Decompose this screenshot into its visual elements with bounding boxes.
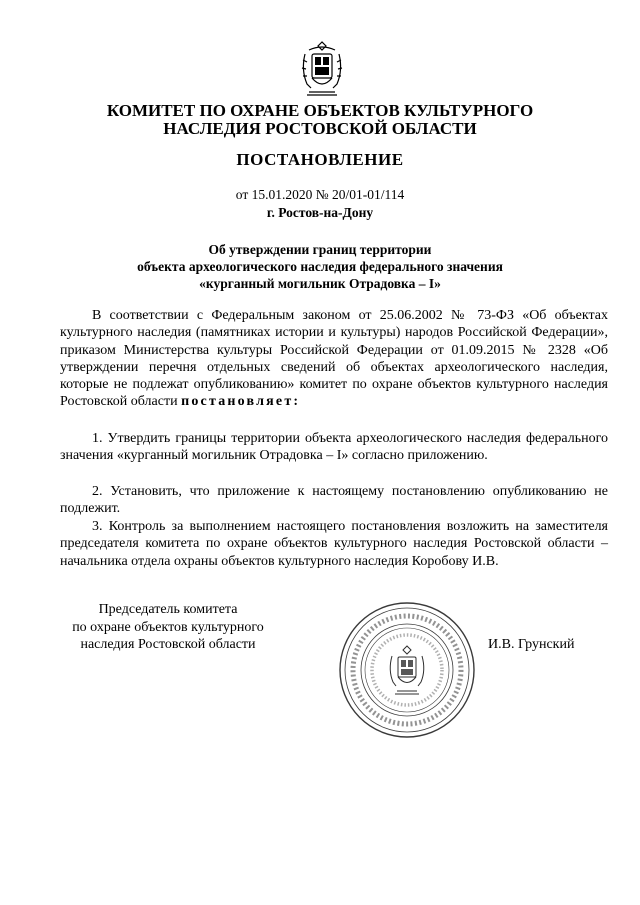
coat-of-arms-icon (297, 40, 347, 98)
document-type: ПОСТАНОВЛЕНИЕ (236, 150, 404, 169)
org-name-line2: НАСЛЕДИЯ РОСТОВСКОЙ ОБЛАСТИ (163, 119, 477, 138)
signer-name: И.В. Грунский (488, 637, 575, 652)
signer-title-line2: по охране объектов культурного (72, 619, 264, 635)
official-seal-icon (337, 600, 477, 740)
signer-title-line3: наследия Ростовской области (80, 637, 256, 652)
subject-line1: Об утверждении границ территории (208, 242, 432, 257)
intro-paragraph (60, 307, 608, 411)
signer-title (58, 601, 278, 654)
org-name-line1: КОМИТЕТ ПО ОХРАНЕ ОБЪЕКТОВ КУЛЬТУРНОГО (106, 101, 534, 120)
signer-title-line1: Председатель комитета (98, 602, 238, 617)
item-1-paragraph (60, 430, 608, 465)
date-number: от 15.01.2020 № 20/01-01/114 (235, 187, 405, 202)
subject-line2: объекта археологического наследия федерального значения (137, 259, 503, 274)
item-2-paragraph (60, 483, 608, 518)
item-2-text: 2. Установить, что приложение к настоящему постановлению опубликованию не подлежит. (60, 484, 608, 517)
item-1-text: 1. Утвердить границы территории объекта археологического наследия федерального значения «курганный могильник Отрадовка – I» согласно приложению. (60, 431, 608, 464)
subject-line3: «курганный могильник Отрадовка – I» (199, 276, 441, 291)
item-3-text: 3. Контроль за выполнением настоящего постановления возложить на заместителя председателя комитета по охране объектов культурного наследия Ростовской области – начальника отдела охраны объектов культурного наследия Коробову И.В. (60, 519, 608, 569)
decree-word: постановляет: (181, 394, 301, 410)
intro-text: В соответствии с Федеральным законом от 25.06.2002 № 73-ФЗ «Об объектах культурного наследия (памятниках истории и культуры) народов Российской Федерации», приказом Министерства культуры Российской Федерации от 01.09.2015 № 2328 «Об утверждении перечня отдельных сведений об объектах археологического наследия, которые не подлежат опубликованию» комитет по охране объектов культурного наследия Ростовской области (60, 308, 608, 410)
city: г. Ростов-на-Дону (266, 205, 374, 220)
item-3-paragraph (60, 518, 608, 570)
